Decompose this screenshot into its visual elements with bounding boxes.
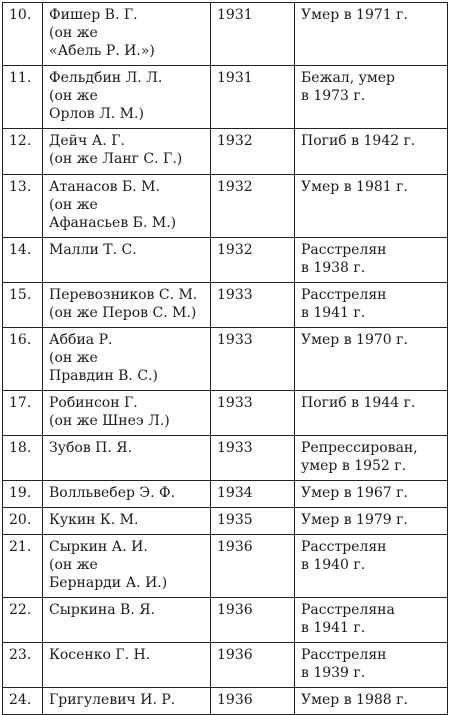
year-cell: 1936 xyxy=(211,643,295,688)
row-number-cell: 21. xyxy=(3,535,43,598)
fate-cell: Репрессирован, умер в 1952 г. xyxy=(295,436,448,481)
fate-cell: Расстрелян в 1939 г. xyxy=(295,643,448,688)
agent-name-cell: Волльвебер Э. Ф. xyxy=(43,481,211,508)
fate-cell: Расстрелян в 1940 г. xyxy=(295,535,448,598)
row-number-cell: 12. xyxy=(3,129,43,175)
row-number-cell: 17. xyxy=(3,391,43,436)
year-cell: 1932 xyxy=(211,175,295,238)
agent-name-cell: Сыркин А. И. (он же Бернарди А. И.) xyxy=(43,535,211,598)
fate-cell: Погиб в 1942 г. xyxy=(295,129,448,175)
row-number-cell: 18. xyxy=(3,436,43,481)
table-row xyxy=(3,481,448,508)
year-cell: 1935 xyxy=(211,508,295,535)
agents-table xyxy=(2,2,448,715)
table-row xyxy=(3,391,448,436)
fate-cell: Погиб в 1944 г. xyxy=(295,391,448,436)
agent-name-cell: Зубов П. Я. xyxy=(43,436,211,481)
table-row xyxy=(3,283,448,328)
row-number-cell: 24. xyxy=(3,688,43,715)
table-row xyxy=(3,129,448,175)
agent-name-cell: Робинсон Г. (он же Шнеэ Л.) xyxy=(43,391,211,436)
fate-cell: Умер в 1981 г. xyxy=(295,175,448,238)
agent-name-cell: Перевозников С. М. (он же Перов С. М.) xyxy=(43,283,211,328)
year-cell: 1933 xyxy=(211,391,295,436)
agent-name-cell: Фишер В. Г. (он же «Абель Р. И.») xyxy=(43,3,211,66)
table-row xyxy=(3,66,448,129)
fate-cell: Умер в 1971 г. xyxy=(295,3,448,66)
table-row xyxy=(3,238,448,283)
agent-name-cell: Григулевич И. Р. xyxy=(43,688,211,715)
year-cell: 1931 xyxy=(211,3,295,66)
agents-table-container xyxy=(2,2,447,715)
table-row xyxy=(3,688,448,715)
agent-name-cell: Малли Т. С. xyxy=(43,238,211,283)
fate-cell: Расстрелян в 1938 г. xyxy=(295,238,448,283)
row-number-cell: 13. xyxy=(3,175,43,238)
fate-cell: Умер в 1967 г. xyxy=(295,481,448,508)
fate-cell: Бежал, умер в 1973 г. xyxy=(295,66,448,129)
table-row xyxy=(3,436,448,481)
table-row xyxy=(3,175,448,238)
year-cell: 1936 xyxy=(211,598,295,643)
agent-name-cell: Атанасов Б. М. (он же Афанасьев Б. М.) xyxy=(43,175,211,238)
fate-cell: Расстреляна в 1941 г. xyxy=(295,598,448,643)
row-number-cell: 14. xyxy=(3,238,43,283)
table-row xyxy=(3,3,448,66)
agent-name-cell: Косенко Г. Н. xyxy=(43,643,211,688)
row-number-cell: 23. xyxy=(3,643,43,688)
row-number-cell: 10. xyxy=(3,3,43,66)
fate-cell: Расстрелян в 1941 г. xyxy=(295,283,448,328)
year-cell: 1934 xyxy=(211,481,295,508)
year-cell: 1933 xyxy=(211,436,295,481)
year-cell: 1931 xyxy=(211,66,295,129)
agent-name-cell: Аббиа Р. (он же Правдин В. С.) xyxy=(43,328,211,391)
agents-table-body xyxy=(3,3,448,715)
table-row xyxy=(3,643,448,688)
fate-cell: Умер в 1979 г. xyxy=(295,508,448,535)
table-row xyxy=(3,598,448,643)
year-cell: 1932 xyxy=(211,129,295,175)
table-row xyxy=(3,535,448,598)
row-number-cell: 16. xyxy=(3,328,43,391)
table-row xyxy=(3,508,448,535)
agent-name-cell: Фельдбин Л. Л. (он же Орлов Л. М.) xyxy=(43,66,211,129)
row-number-cell: 15. xyxy=(3,283,43,328)
year-cell: 1936 xyxy=(211,688,295,715)
row-number-cell: 20. xyxy=(3,508,43,535)
fate-cell: Умер в 1970 г. xyxy=(295,328,448,391)
year-cell: 1936 xyxy=(211,535,295,598)
fate-cell: Умер в 1988 г. xyxy=(295,688,448,715)
row-number-cell: 22. xyxy=(3,598,43,643)
agent-name-cell: Сыркина В. Я. xyxy=(43,598,211,643)
agent-name-cell: Кукин К. М. xyxy=(43,508,211,535)
agent-name-cell: Дейч А. Г. (он же Ланг С. Г.) xyxy=(43,129,211,175)
year-cell: 1933 xyxy=(211,283,295,328)
row-number-cell: 19. xyxy=(3,481,43,508)
year-cell: 1932 xyxy=(211,238,295,283)
table-row xyxy=(3,328,448,391)
year-cell: 1933 xyxy=(211,328,295,391)
row-number-cell: 11. xyxy=(3,66,43,129)
